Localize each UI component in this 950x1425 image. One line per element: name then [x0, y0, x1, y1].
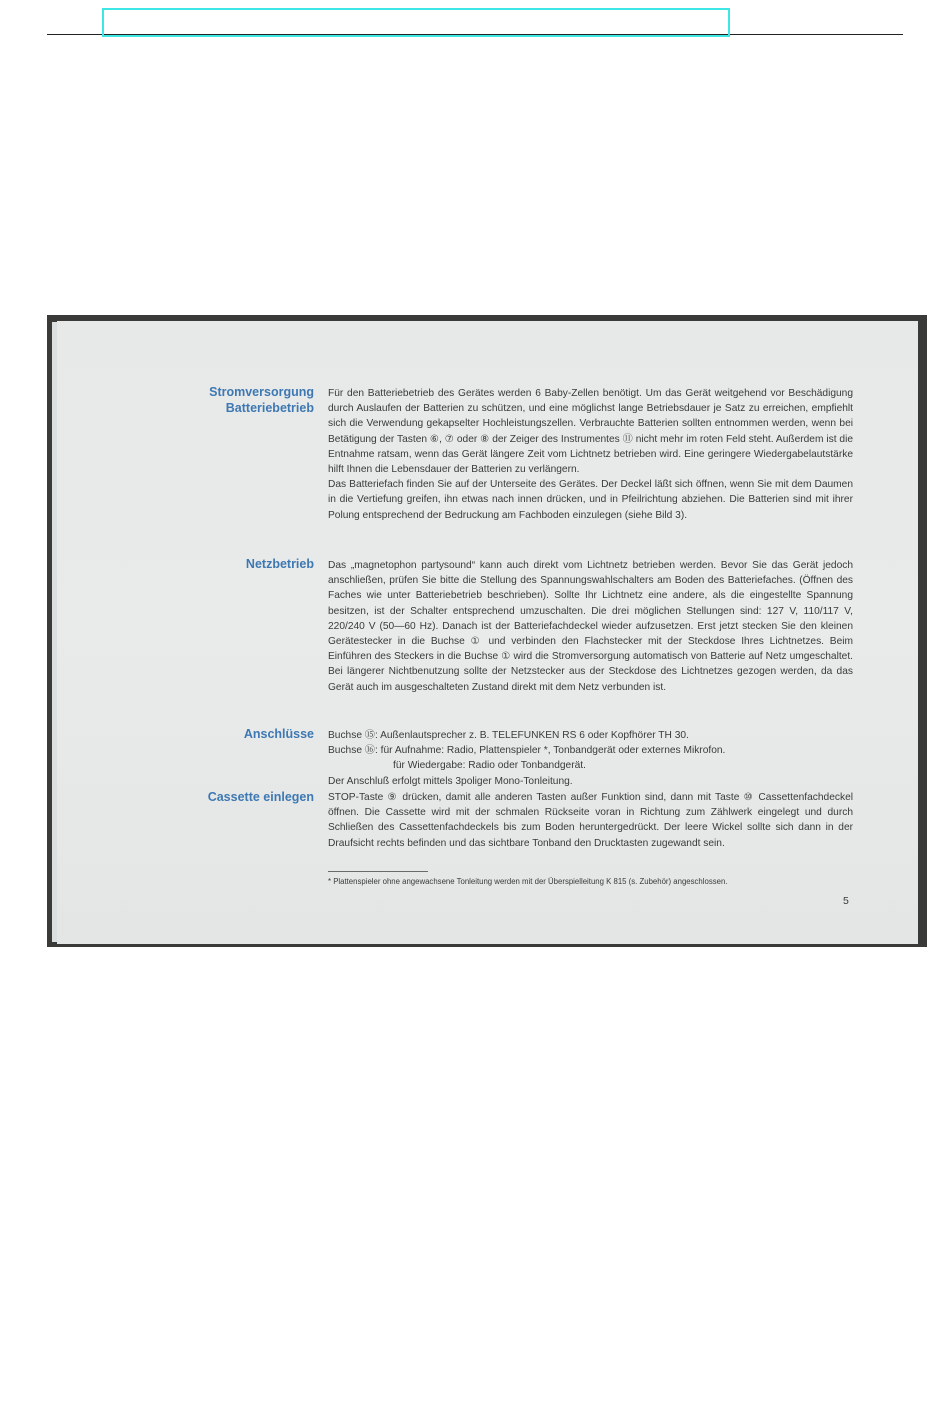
- heading-line: Anschlüsse: [243, 727, 314, 741]
- connection-row: für Wiedergabe: Radio oder Tonbandgerät.: [393, 760, 586, 772]
- paragraph: Für den Batteriebetrieb des Gerätes werden 6 Baby-Zellen benötigt. Um das Gerät weitgehend vor Beschädigung durch Auslaufen der Batterien zu schützen, und eine möglichst lange Betriebsdauer je Satz zu erreichen, empfiehlt sich die Verwendung gekapselter Hochleistungszellen. Verbrauchte Batterien sollten entnommen werden, wenn bei Betätigung der Tasten ⑥, ⑦ oder ⑧ der Zeiger des Instrumentes ⑪ nicht mehr im roten Feld steht. Außerdem ist die Entnahme ratsam, wenn das Gerät längere Zeit vom Lichtnetz betrieben wird. Eine geringere Wiedergabelautstärke hilft Ihnen die Lebensdauer der Batterien zu verlängern.: [328, 388, 853, 476]
- section-heading-cassette: [114, 789, 314, 805]
- section-body-cassette: [328, 790, 853, 851]
- manual-page: [57, 321, 918, 944]
- heading-line: Cassette einlegen: [207, 790, 314, 804]
- section-body-anschluesse: [328, 728, 853, 789]
- footnote: * Plattenspieler ohne angewachsene Tonleitung werden mit der Überspielleitung K 815 (s. Zubehör) angeschlossen.: [328, 877, 728, 886]
- connection-row: Buchse ⑮: Außenlautsprecher z. B. TELEFUNKEN RS 6 oder Kopfhörer TH 30.: [328, 730, 689, 741]
- footnote-rule: [328, 871, 428, 872]
- connection-note: Der Anschluß erfolgt mittels 3poliger Mono-Tonleitung.: [328, 775, 573, 787]
- heading-line: Batteriebetrieb: [225, 401, 314, 415]
- heading-line: Netzbetrieb: [245, 557, 314, 571]
- paragraph: Das Batteriefach finden Sie auf der Unterseite des Gerätes. Der Deckel läßt sich öffnen, wenn Sie mit dem Daumen in die Vertiefung greifen, ihn etwas nach innen drücken, und in Pfeilrichtung abziehen. Die Batterien sind mit ihrer Polung entsprechend der Bedruckung am Fachboden einzulegen (siehe Bild 3).: [328, 479, 853, 521]
- section-heading-anschluesse: [114, 726, 314, 742]
- section-heading-netzbetrieb: [114, 556, 314, 572]
- page-number: 5: [843, 895, 849, 907]
- connection-row: Buchse ⑯: für Aufnahme: Radio, Plattenspieler *, Tonbandgerät oder externes Mikrofon.: [328, 745, 726, 757]
- paragraph: STOP-Taste ⑨ drücken, damit alle anderen Tasten außer Funktion sind, dann mit Taste ⑩ Cassettenfachdeckel öffnen. Die Cassette wird mit der schmalen Rückseite voran in Richtung zum Zählwerk eingelegt und durch Schließen des Cassettenfachdeckels bis zum Boden heruntergedrückt. Der leere Wickel sollte sich dann in der Draufsicht rechts befinden und das sichtbare Tonband den Drucktasten zugewandt sein.: [328, 792, 853, 849]
- section-body-netzbetrieb: [328, 558, 853, 695]
- section-body-stromversorgung: [328, 386, 853, 523]
- section-heading-stromversorgung: [114, 384, 314, 416]
- heading-line: Stromversorgung: [209, 385, 314, 399]
- paragraph: Das „magnetophon partysound“ kann auch direkt vom Lichtnetz betrieben werden. Bevor Sie das Gerät jedoch anschließen, prüfen Sie bitte die Stellung des Spannungswahlschalters am Boden des Batteriefaches. (Öffnen des Faches wie unter Batteriebetrieb beschrieben). Sollte Ihr Lichtnetz eine andere, als die eingestellte Spannung besitzen, ist der Schalter entsprechend umzuschalten. Die drei möglichen Stellungen sind: 127 V, 110/117 V, 220/240 V (50—60 Hz). Danach ist der Batteriefachdeckel wieder aufzusetzen. Erst jetzt stecken Sie den kleinen Gerätestecker in die Buchse ① und verbinden den Flachstecker mit der Steckdose Ihres Lichtnetzes. Beim Einführen des Steckers in die Buchse ① wird die Stromversorgung automatisch von Batterie auf Netz umgeschaltet. Bei längerer Nichtbenutzung sollte der Netzstecker aus der Steckdose des Lichtnetzes gezogen werden, da das Gerät auch im ausgeschalteten Zustand direkt mit dem Netz verbunden ist.: [328, 560, 853, 693]
- highlight-box: [102, 8, 730, 37]
